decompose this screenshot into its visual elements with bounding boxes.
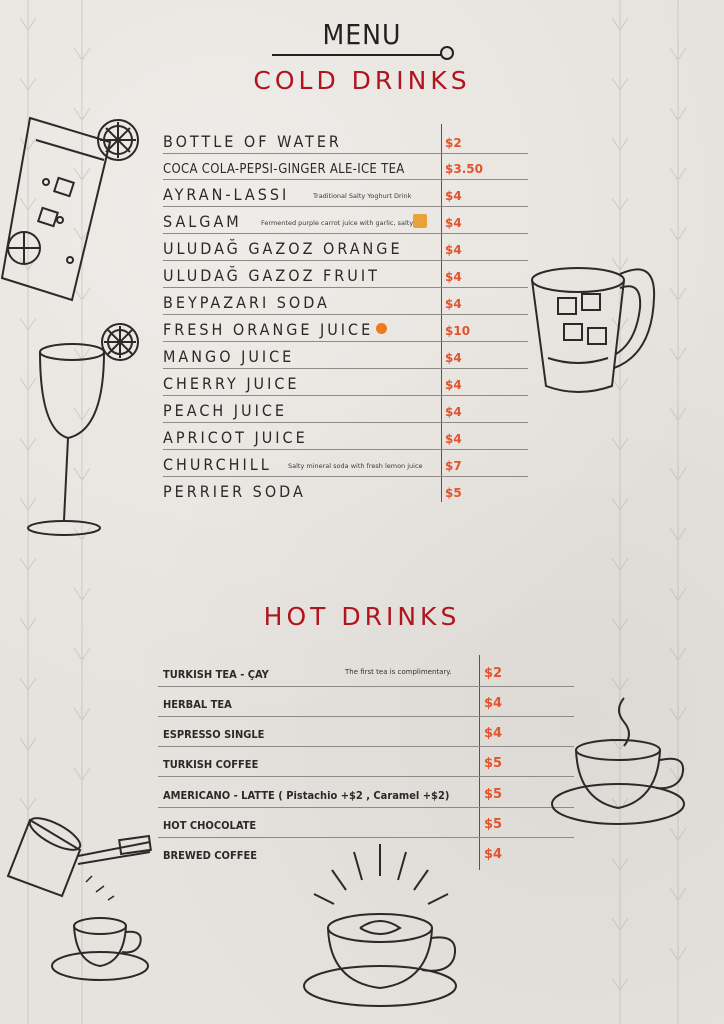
item-name bbox=[163, 320, 387, 339]
beer-mug-sketch bbox=[528, 258, 660, 398]
item-name: MANGO JUICE bbox=[163, 347, 295, 366]
hot-item-herbal-tea bbox=[158, 686, 574, 717]
item-price: $10 bbox=[445, 324, 471, 338]
item-price: $2 bbox=[445, 136, 462, 150]
cold-item-soft-drinks bbox=[163, 153, 528, 180]
item-name: COCA COLA-PEPSI-GINGER ALE-ICE TEA bbox=[163, 162, 405, 177]
item-name: APRICOT JUICE bbox=[163, 428, 308, 447]
item-name: CHURCHILL bbox=[163, 455, 272, 474]
title-underline bbox=[272, 54, 448, 56]
cezve-pot-sketch bbox=[0, 812, 160, 1024]
hot-item-americano-latte bbox=[158, 777, 574, 808]
orange-emoji-icon bbox=[376, 323, 387, 334]
hot-item-espresso bbox=[158, 716, 574, 747]
item-name: TURKISH COFFEE bbox=[163, 758, 259, 771]
cold-item-fresh-orange bbox=[163, 315, 528, 342]
cold-item-churchill bbox=[163, 450, 528, 477]
item-name: BEYPAZARI SODA bbox=[163, 293, 330, 312]
item-price: $3.50 bbox=[445, 162, 483, 176]
item-price: $7 bbox=[445, 459, 462, 473]
item-note: Fermented purple carrot juice with garlic, salty bbox=[261, 219, 414, 227]
cold-item-salgam bbox=[163, 207, 528, 234]
item-price: $4 bbox=[445, 432, 462, 446]
item-name: BOTTLE OF WATER bbox=[163, 132, 342, 151]
item-note: Traditional Salty Yoghurt Drink bbox=[313, 192, 412, 200]
item-price: $4 bbox=[445, 378, 462, 392]
cold-item-peach bbox=[163, 396, 528, 423]
hot-item-hot-chocolate bbox=[158, 807, 574, 838]
item-name: ESPRESSO SINGLE bbox=[163, 728, 265, 741]
item-name: HOT CHOCOLATE bbox=[163, 819, 257, 832]
item-price: $4 bbox=[445, 297, 462, 311]
item-note: Salty mineral soda with fresh lemon juice bbox=[288, 462, 423, 470]
item-price: $5 bbox=[484, 787, 503, 802]
item-name: CHERRY JUICE bbox=[163, 374, 300, 393]
cold-item-uludag-fruit bbox=[163, 261, 528, 288]
cold-item-ayran bbox=[163, 180, 528, 207]
item-name: ULUDAĞ GAZOZ FRUIT bbox=[163, 266, 380, 285]
item-name: AMERICANO - LATTE ( Pistachio +$2 , Caramel +$2) bbox=[163, 789, 450, 802]
item-price: $4 bbox=[484, 726, 503, 741]
cold-item-beypazari bbox=[163, 288, 528, 315]
coffee-cup-sketch bbox=[548, 690, 692, 834]
title-dot bbox=[440, 46, 454, 60]
item-price: $4 bbox=[445, 216, 462, 230]
cold-item-uludag-orange bbox=[163, 234, 528, 261]
item-price: $4 bbox=[445, 405, 462, 419]
item-name: HERBAL TEA bbox=[163, 698, 232, 711]
item-price: $4 bbox=[445, 243, 462, 257]
wheat-pattern-right-2 bbox=[668, 0, 688, 1024]
item-name: TURKISH TEA - ÇAY bbox=[163, 668, 269, 681]
item-price: $5 bbox=[484, 817, 503, 832]
cold-drinks-title: COLD DRINKS bbox=[253, 66, 471, 95]
cold-item-bottle-of-water bbox=[163, 127, 528, 154]
item-price: $4 bbox=[445, 270, 462, 284]
cold-item-apricot bbox=[163, 423, 528, 450]
hot-drinks-title: HOT DRINKS bbox=[263, 602, 461, 631]
item-note: The first tea is complimentary. bbox=[345, 668, 452, 676]
wheat-emoji-icon bbox=[413, 214, 427, 228]
item-name: PEACH JUICE bbox=[163, 401, 287, 420]
item-price: $4 bbox=[445, 351, 462, 365]
item-price: $2 bbox=[484, 666, 503, 681]
wine-glass-sketch bbox=[12, 320, 147, 545]
latte-cup-sketch bbox=[298, 842, 464, 1010]
menu-title: MENU bbox=[322, 18, 402, 51]
item-name: BREWED COFFEE bbox=[163, 849, 257, 862]
cold-item-mango bbox=[163, 342, 528, 369]
wheat-pattern-right bbox=[610, 0, 630, 1024]
hot-item-turkish-tea bbox=[158, 656, 574, 687]
item-price: $4 bbox=[484, 696, 503, 711]
item-price: $4 bbox=[484, 847, 503, 862]
item-price: $5 bbox=[445, 486, 462, 500]
item-name-text: FRESH ORANGE JUICE bbox=[163, 320, 374, 339]
item-name: AYRAN-LASSI bbox=[163, 185, 290, 204]
item-name: SALGAM bbox=[163, 212, 242, 231]
item-price: $4 bbox=[445, 189, 462, 203]
item-name: ULUDAĞ GAZOZ ORANGE bbox=[163, 239, 403, 258]
cocktail-glass-sketch bbox=[0, 110, 150, 305]
cold-item-perrier bbox=[163, 477, 528, 503]
item-price: $5 bbox=[484, 756, 503, 771]
cold-item-cherry bbox=[163, 369, 528, 396]
hot-item-turkish-coffee bbox=[158, 746, 574, 777]
item-name: PERRIER SODA bbox=[163, 482, 306, 501]
